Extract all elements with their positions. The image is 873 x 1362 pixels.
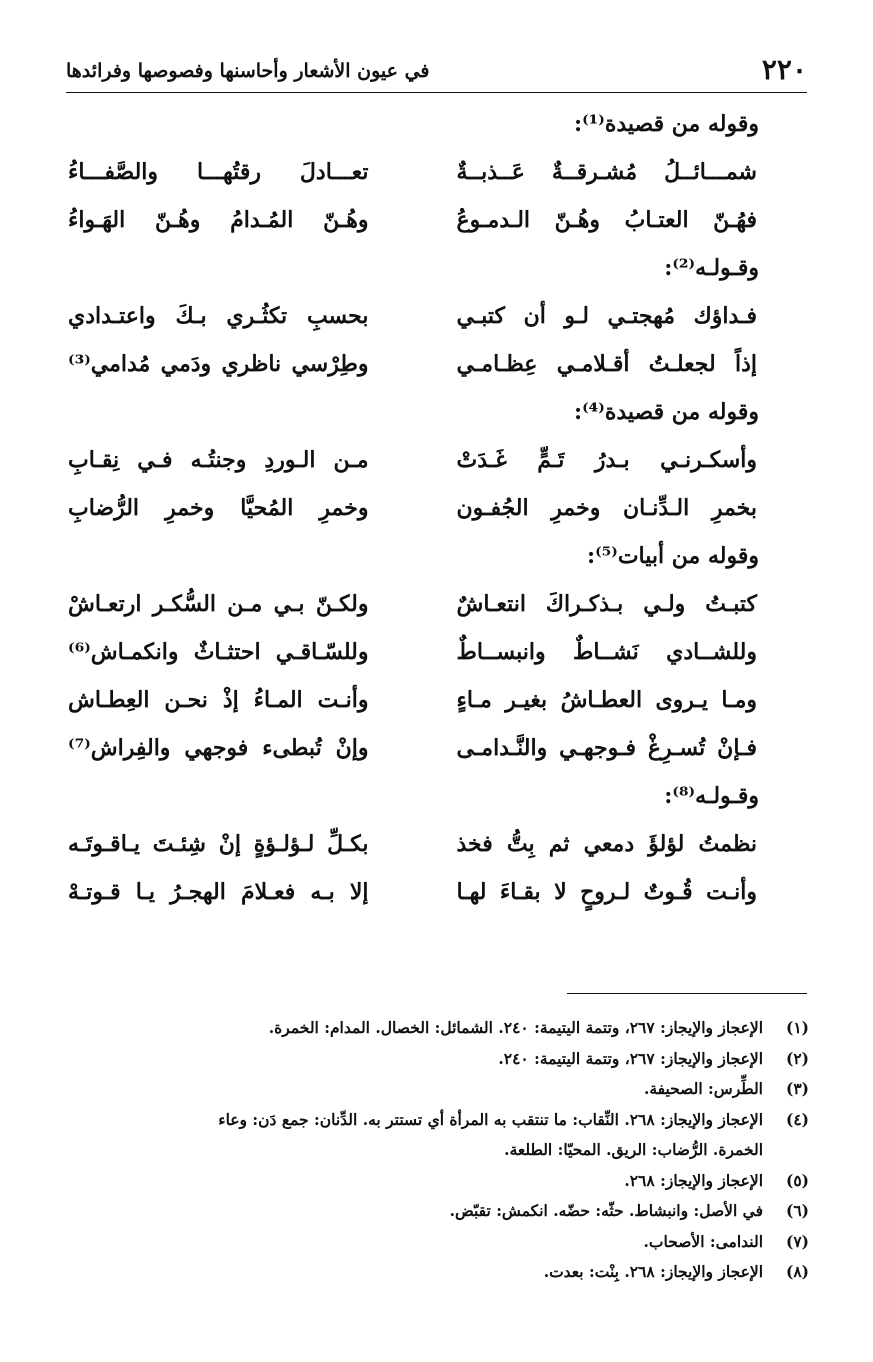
running-title: في عيون الأشعار وأحاسنها وفصوصها وفرائدها: [66, 60, 430, 82]
verse: [66, 148, 759, 196]
verse-second-hemistich: وهُـنّ المُـدامُ وهُـنّ الهَـواءُ: [68, 207, 369, 233]
verse: [66, 724, 759, 772]
section-intro: وقـولـه⁽²⁾:: [664, 255, 759, 281]
verse-second-hemistich: بكـلِّ لـؤلـؤةٍ إنْ شِئـتَ يـاقـوتَـه: [68, 831, 369, 857]
verse-second-hemistich: وإنْ تُبطىء فوجهي والفِراش⁽⁷⁾: [68, 735, 369, 761]
section-intro: وقوله من أبيات⁽⁵⁾:: [586, 543, 759, 569]
footnote-number: (٥): [785, 1170, 809, 1190]
footnote-text: الندامى: الأصحاب.: [643, 1231, 763, 1251]
verse: [66, 820, 759, 868]
verse-second-hemistich: تعـــادلَ رقتُهـــا والصَّفـــاءُ: [68, 159, 369, 185]
verse: [66, 196, 759, 244]
section-intro: وقـولـه⁽⁸⁾:: [664, 783, 759, 809]
footnote: [66, 1074, 809, 1105]
verse: [66, 484, 759, 532]
footnote: [66, 1105, 809, 1136]
footnote-text: الإعجاز والإيجاز: ٢٦٨. النِّقاب: ما تنتقب به المرأة أي تستتر به. الدِّنان: جمع دَن: وعاء: [218, 1109, 763, 1129]
verse: [66, 436, 759, 484]
footnote-number: (٤): [785, 1109, 809, 1129]
footnote-number: (٧): [785, 1231, 809, 1251]
verse-second-hemistich: مـن الـوردِ وجنتُـه فـي نِقـابِ: [68, 447, 369, 473]
verse: [66, 340, 759, 388]
verse-second-hemistich: إلا بـه فعـلامَ الهجـرُ يـا قـوتـهْ: [68, 879, 369, 905]
verse-first-hemistich: إذاً لجعلـتُ أقـلامـي عِظـامـي: [456, 351, 757, 377]
verse-first-hemistich: فـداؤك مُهجتـي لـو أن كتبـي: [456, 303, 757, 329]
footnote-number: (٦): [785, 1201, 809, 1220]
footnote-text: الخمرة. الرُّضاب: الريق. المحيّا: الطلعة.: [504, 1140, 763, 1159]
section-intro: وقوله من قصيدة⁽⁴⁾:: [573, 399, 759, 425]
verse-first-hemistich: كتبـتُ ولـي بـذكـراكَ انتعـاشٌ: [456, 591, 757, 617]
footnote-text: الإعجاز والإيجاز: ٢٦٧، وتتمة اليتيمة: ٢٤٠.: [498, 1048, 763, 1068]
footnote-number: (١): [785, 1018, 809, 1037]
footnote-number: (٣): [785, 1079, 809, 1098]
poem-section: [66, 532, 759, 772]
footnote: [66, 1196, 809, 1227]
verse-second-hemistich: وخمرِ المُحيَّا وخمرِ الرُّضابِ: [68, 495, 369, 521]
verse-second-hemistich: وللسّـاقـي احتثـاثٌ وانكمـاش⁽⁶⁾: [68, 639, 369, 665]
footnote: [66, 1227, 809, 1258]
verse-second-hemistich: وطِرْسي ناظري ودَمي مُدامي⁽³⁾: [68, 351, 369, 377]
footnotes: [66, 1013, 809, 1288]
verse-second-hemistich: بحسبِ تكثُـري بـكَ واعتـدادي: [68, 303, 369, 329]
footnote: [66, 1257, 809, 1288]
verse: [66, 292, 759, 340]
verse-first-hemistich: بخمرِ الـدِّنـان وخمرِ الجُفـون: [456, 495, 757, 521]
page-number: ٢٢٠: [761, 53, 807, 86]
page-header: [66, 52, 807, 93]
verse-first-hemistich: شمـــائــلُ مُشـرقــةٌ عَــذبــةٌ: [456, 159, 757, 185]
verse-first-hemistich: ومـا يـروى العطـاشُ بغيـر مـاءٍ: [456, 687, 757, 713]
footnote-text: الإعجاز والإيجاز: ٢٦٨.: [624, 1170, 763, 1190]
section-intro: وقوله من قصيدة⁽¹⁾:: [573, 111, 759, 137]
footnote: [66, 1044, 809, 1075]
footnote-number: (٢): [785, 1048, 809, 1068]
footnote-text: الإعجاز والإيجاز: ٢٦٧، وتتمة اليتيمة: ٢٤٠. الشمائل: الخصال. المدام: الخمرة.: [268, 1018, 763, 1037]
footnote-text: في الأصل: وانبشاط. حثّه: حضّه. انكمش: تقبّض.: [449, 1201, 763, 1220]
footnote-continuation: [66, 1135, 809, 1166]
verse-first-hemistich: وأسكـرنـي بـدرُ تَـمٍّ غَـدَتْ: [456, 447, 757, 473]
poem-section: [66, 100, 759, 244]
verse: [66, 676, 759, 724]
verse-first-hemistich: فهُـنّ العتـابُ وهُـنّ الـدمـوعُ: [456, 207, 757, 233]
poem-body: [66, 100, 759, 916]
verse-first-hemistich: فـإنْ تُسـرِغْ فـوجهـي والنَّـدامـى: [456, 735, 757, 761]
verse-second-hemistich: وأنـت المـاءُ إذْ نحـن العِطـاش: [68, 687, 369, 713]
footnote-number: (٨): [785, 1262, 809, 1281]
verse-second-hemistich: ولكـنّ بـي مـن السُّكـر ارتعـاشْ: [68, 591, 369, 617]
verse: [66, 868, 759, 916]
footnote-divider: [567, 993, 807, 994]
footnote: [66, 1166, 809, 1197]
verse-first-hemistich: وللشــادي نَشــاطٌ وانبســاطٌ: [456, 639, 757, 665]
poem-section: [66, 388, 759, 532]
verse-first-hemistich: نظمتُ لؤلؤَ دمعي ثم بِتُّ فخذ: [456, 831, 757, 857]
footnote-text: الإعجاز والإيجاز: ٢٦٨. بِنْت: بعدت.: [543, 1262, 763, 1281]
footnote-text: الطِّرس: الصحيفة.: [643, 1079, 763, 1098]
verse: [66, 628, 759, 676]
poem-section: [66, 772, 759, 916]
poem-section: [66, 244, 759, 388]
verse: [66, 580, 759, 628]
footnote: [66, 1013, 809, 1044]
verse-first-hemistich: وأنـت قُـوتٌ لـروحٍ لا بقـاءَ لهـا: [456, 879, 757, 905]
